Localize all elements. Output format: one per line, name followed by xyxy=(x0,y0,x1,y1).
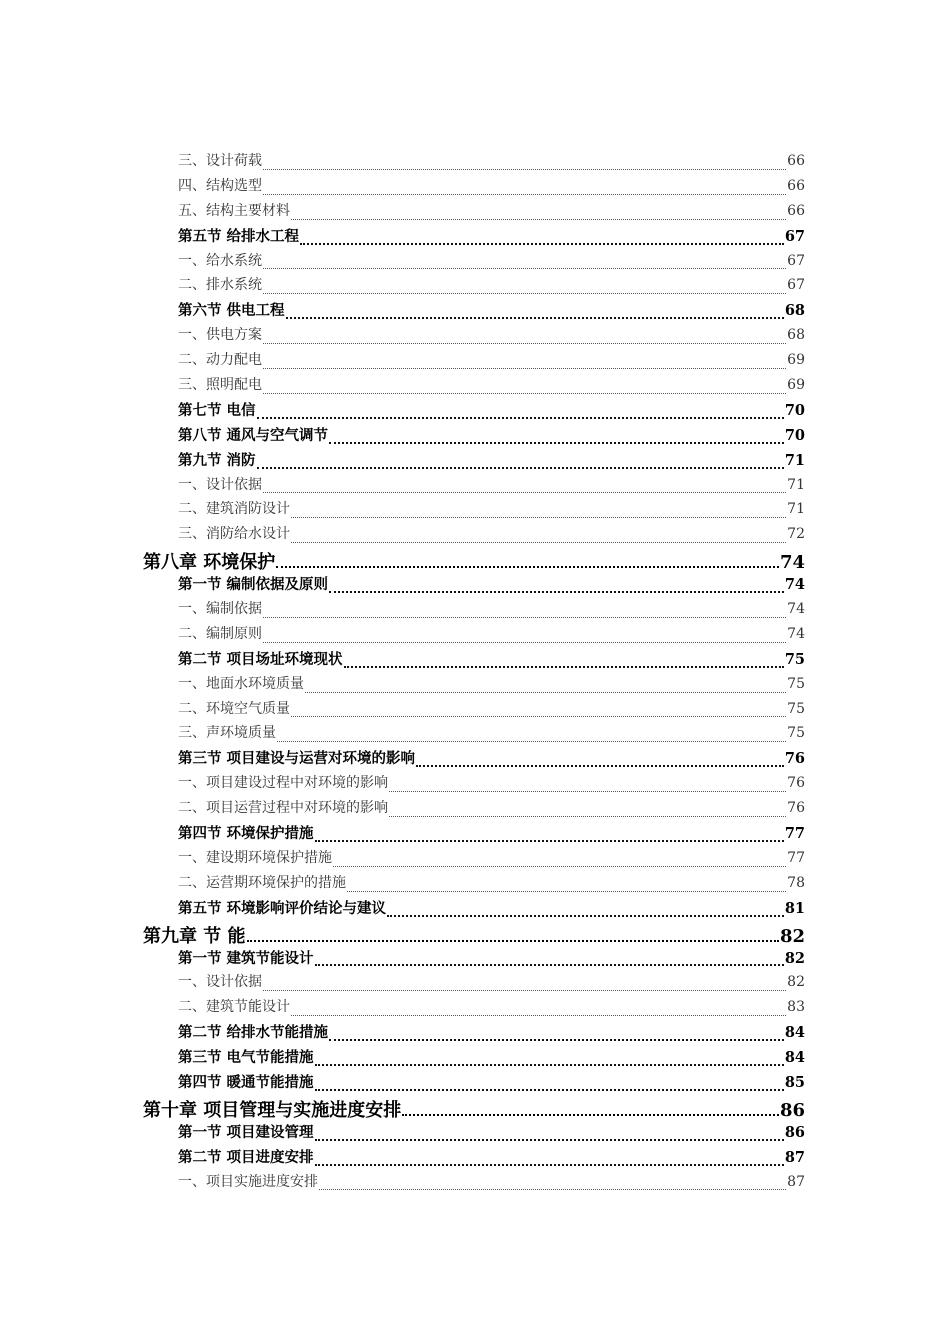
toc-entry-label: 二、建筑节能设计 xyxy=(178,999,290,1016)
toc-page-number: 71 xyxy=(787,476,805,493)
toc-dot-leader xyxy=(315,964,784,966)
toc-entry-label: 第四节 环境保护措施 xyxy=(178,825,314,843)
toc-entry-label: 一、供电方案 xyxy=(178,327,262,344)
toc-chapter-entry[interactable] xyxy=(0,922,950,947)
toc-entry-label: 二、项目运营过程中对环境的影响 xyxy=(178,800,388,817)
toc-subsection-entry[interactable] xyxy=(0,175,950,200)
toc-chapter-entry[interactable] xyxy=(0,1096,950,1121)
toc-page-number: 66 xyxy=(787,177,805,194)
toc-entry-label: 第二节 项目场址环境现状 xyxy=(178,650,343,668)
toc-dot-leader xyxy=(263,343,786,344)
toc-page-number: 84 xyxy=(784,1049,805,1067)
toc-section-entry[interactable] xyxy=(0,299,950,324)
toc-page-number: 74 xyxy=(787,601,805,618)
toc-chapter-entry[interactable] xyxy=(0,548,950,573)
toc-dot-leader xyxy=(263,617,786,618)
toc-entry-label: 一、设计依据 xyxy=(178,476,262,493)
toc-entry-label: 第二节 项目进度安排 xyxy=(178,1148,314,1166)
toc-entry-label: 二、排水系统 xyxy=(178,277,262,294)
toc-dot-leader xyxy=(315,1164,784,1166)
toc-subsection-entry[interactable] xyxy=(0,523,950,548)
toc-dot-leader xyxy=(387,915,784,917)
toc-dot-leader xyxy=(329,442,784,444)
toc-dot-leader xyxy=(263,169,786,170)
toc-section-entry[interactable] xyxy=(0,947,950,972)
toc-page-number: 87 xyxy=(784,1148,805,1166)
toc-page-number: 67 xyxy=(784,227,805,245)
toc-dot-leader xyxy=(263,194,786,195)
toc-subsection-entry[interactable] xyxy=(0,722,950,747)
toc-dot-leader xyxy=(291,1015,786,1016)
toc-entry-label: 三、消防给水设计 xyxy=(178,526,290,543)
toc-entry-label: 二、建筑消防设计 xyxy=(178,501,290,518)
toc-entry-label: 第一节 建筑节能设计 xyxy=(178,949,314,967)
toc-section-entry[interactable] xyxy=(0,573,950,598)
toc-page-number: 67 xyxy=(787,277,805,294)
toc-subsection-entry[interactable] xyxy=(0,374,950,399)
toc-entry-label: 一、编制依据 xyxy=(178,601,262,618)
toc-page-number: 75 xyxy=(787,675,805,692)
toc-dot-leader xyxy=(263,492,786,493)
toc-entry-label: 一、地面水环境质量 xyxy=(178,675,304,692)
toc-section-entry[interactable] xyxy=(0,1071,950,1096)
toc-dot-leader xyxy=(291,716,786,717)
toc-section-entry[interactable] xyxy=(0,1121,950,1146)
toc-page-number: 74 xyxy=(787,625,805,642)
toc-subsection-entry[interactable] xyxy=(0,872,950,897)
toc-page-number: 85 xyxy=(784,1073,805,1091)
toc-entry-label: 第三节 项目建设与运营对环境的影响 xyxy=(178,750,416,768)
toc-dot-leader xyxy=(333,866,786,867)
toc-entry-label: 第二节 给排水节能措施 xyxy=(178,1024,329,1042)
toc-dot-leader xyxy=(305,692,786,693)
toc-dot-leader xyxy=(286,317,784,319)
toc-dot-leader xyxy=(257,417,784,419)
toc-page-number: 76 xyxy=(784,750,805,768)
toc-subsection-entry[interactable] xyxy=(0,1171,950,1196)
toc-entry-label: 二、动力配电 xyxy=(178,352,262,369)
toc-dot-leader xyxy=(257,467,784,469)
toc-entry-label: 第十章 项目管理与实施进度安排 xyxy=(143,1099,402,1121)
toc-entry-label: 二、环境空气质量 xyxy=(178,700,290,717)
toc-dot-leader xyxy=(263,990,786,991)
toc-page-number: 82 xyxy=(779,925,805,947)
toc-entry-label: 三、声环境质量 xyxy=(178,725,276,742)
toc-subsection-entry[interactable] xyxy=(0,598,950,623)
toc-page-number: 71 xyxy=(784,451,805,469)
toc-dot-leader xyxy=(389,816,786,817)
toc-page-number: 67 xyxy=(787,252,805,269)
toc-entry-label: 第八节 通风与空气调节 xyxy=(178,426,329,444)
toc-page-number: 76 xyxy=(787,775,805,792)
toc-section-entry[interactable] xyxy=(0,424,950,449)
toc-subsection-entry[interactable] xyxy=(0,200,950,225)
toc-dot-leader xyxy=(263,368,786,369)
toc-section-entry[interactable] xyxy=(0,1046,950,1071)
toc-page-number: 82 xyxy=(787,974,805,991)
toc-entry-label: 第九章 节 能 xyxy=(143,925,246,947)
toc-dot-leader xyxy=(291,219,786,220)
toc-section-entry[interactable] xyxy=(0,648,950,673)
toc-entry-label: 第一节 项目建设管理 xyxy=(178,1123,314,1141)
toc-subsection-entry[interactable] xyxy=(0,996,950,1021)
toc-dot-leader xyxy=(315,1089,784,1091)
toc-section-entry[interactable] xyxy=(0,897,950,922)
toc-page-number: 74 xyxy=(779,552,805,574)
toc-entry-label: 一、项目实施进度安排 xyxy=(178,1173,318,1190)
toc-section-entry[interactable] xyxy=(0,225,950,250)
toc-dot-leader xyxy=(402,1114,779,1116)
toc-subsection-entry[interactable] xyxy=(0,971,950,996)
toc-page-number: 68 xyxy=(787,327,805,344)
toc-page-number: 81 xyxy=(784,899,805,917)
toc-dot-leader xyxy=(263,642,786,643)
toc-entry-label: 第六节 供电工程 xyxy=(178,302,285,320)
toc-page-number: 68 xyxy=(784,302,805,320)
toc-subsection-entry[interactable] xyxy=(0,324,950,349)
toc-entry-label: 一、给水系统 xyxy=(178,252,262,269)
toc-dot-leader xyxy=(389,791,786,792)
toc-entry-label: 三、设计荷载 xyxy=(178,153,262,169)
toc-subsection-entry[interactable] xyxy=(0,797,950,822)
toc-dot-leader xyxy=(277,741,786,742)
toc-entry-label: 第四节 暖通节能措施 xyxy=(178,1073,314,1091)
toc-entry-label: 第五节 给排水工程 xyxy=(178,227,300,245)
toc-subsection-entry[interactable] xyxy=(0,623,950,648)
toc-subsection-entry[interactable] xyxy=(0,772,950,797)
toc-section-entry[interactable] xyxy=(0,822,950,847)
toc-page-number: 87 xyxy=(787,1173,805,1190)
toc-subsection-entry[interactable] xyxy=(0,498,950,523)
toc-dot-leader xyxy=(300,243,784,245)
toc-dot-leader xyxy=(263,293,786,294)
toc-page-number: 70 xyxy=(784,401,805,419)
toc-page-number: 84 xyxy=(784,1024,805,1042)
toc-dot-leader xyxy=(263,393,786,394)
toc-page-number: 86 xyxy=(784,1123,805,1141)
toc-section-entry[interactable] xyxy=(0,747,950,772)
toc-page-number: 75 xyxy=(784,650,805,668)
toc-page-number: 78 xyxy=(787,874,805,891)
toc-entry-label: 二、编制原则 xyxy=(178,625,262,642)
toc-section-entry[interactable] xyxy=(0,399,950,424)
toc-subsection-entry[interactable] xyxy=(0,673,950,698)
toc-page-number: 77 xyxy=(784,825,805,843)
toc-dot-leader xyxy=(329,1039,784,1041)
toc-subsection-entry[interactable] xyxy=(0,474,950,499)
toc-page-number: 75 xyxy=(787,725,805,742)
toc-entry-label: 二、运营期环境保护的措施 xyxy=(178,874,346,891)
toc-dot-leader xyxy=(315,1139,784,1141)
toc-entry-label: 四、结构选型 xyxy=(178,177,262,194)
toc-entry-label: 第八章 环境保护 xyxy=(143,552,276,574)
toc-entry-label: 第九节 消防 xyxy=(178,451,256,469)
toc-dot-leader xyxy=(263,268,786,269)
table-of-contents xyxy=(0,150,950,1195)
toc-dot-leader xyxy=(329,591,784,593)
toc-subsection-entry[interactable] xyxy=(0,150,950,175)
toc-page-number: 70 xyxy=(784,426,805,444)
toc-page-number: 86 xyxy=(779,1099,805,1121)
toc-entry-label: 一、项目建设过程中对环境的影响 xyxy=(178,775,388,792)
toc-section-entry[interactable] xyxy=(0,1021,950,1046)
toc-page-number: 66 xyxy=(787,202,805,219)
toc-dot-leader xyxy=(344,666,784,668)
toc-page-number: 75 xyxy=(787,700,805,717)
toc-subsection-entry[interactable] xyxy=(0,250,950,275)
toc-page-number: 71 xyxy=(787,501,805,518)
toc-subsection-entry[interactable] xyxy=(0,698,950,723)
toc-entry-label: 第一节 编制依据及原则 xyxy=(178,576,329,594)
toc-page-number: 76 xyxy=(787,800,805,817)
toc-dot-leader xyxy=(276,566,779,568)
toc-dot-leader xyxy=(291,517,786,518)
toc-page-number: 69 xyxy=(787,352,805,369)
toc-entry-label: 一、建设期环境保护措施 xyxy=(178,849,332,866)
toc-dot-leader xyxy=(315,840,784,842)
toc-dot-leader xyxy=(319,1189,786,1190)
toc-section-entry[interactable] xyxy=(0,1146,950,1171)
toc-page-number: 72 xyxy=(787,526,805,543)
toc-subsection-entry[interactable] xyxy=(0,349,950,374)
toc-entry-label: 第五节 环境影响评价结论与建议 xyxy=(178,899,387,917)
toc-dot-leader xyxy=(291,542,786,543)
toc-page-number: 83 xyxy=(787,999,805,1016)
toc-page-number: 69 xyxy=(787,377,805,394)
toc-entry-label: 五、结构主要材料 xyxy=(178,202,290,219)
toc-entry-label: 第七节 电信 xyxy=(178,401,256,419)
toc-dot-leader xyxy=(247,940,779,942)
toc-page-number: 66 xyxy=(787,153,805,169)
toc-entry-label: 一、设计依据 xyxy=(178,974,262,991)
toc-page-number: 74 xyxy=(784,576,805,594)
toc-subsection-entry[interactable] xyxy=(0,274,950,299)
toc-dot-leader xyxy=(315,1064,784,1066)
toc-subsection-entry[interactable] xyxy=(0,847,950,872)
toc-entry-label: 三、照明配电 xyxy=(178,377,262,394)
toc-entry-label: 第三节 电气节能措施 xyxy=(178,1049,314,1067)
toc-page-number: 77 xyxy=(787,849,805,866)
toc-page-number: 82 xyxy=(784,949,805,967)
toc-section-entry[interactable] xyxy=(0,449,950,474)
toc-dot-leader xyxy=(416,765,784,767)
toc-dot-leader xyxy=(347,891,786,892)
